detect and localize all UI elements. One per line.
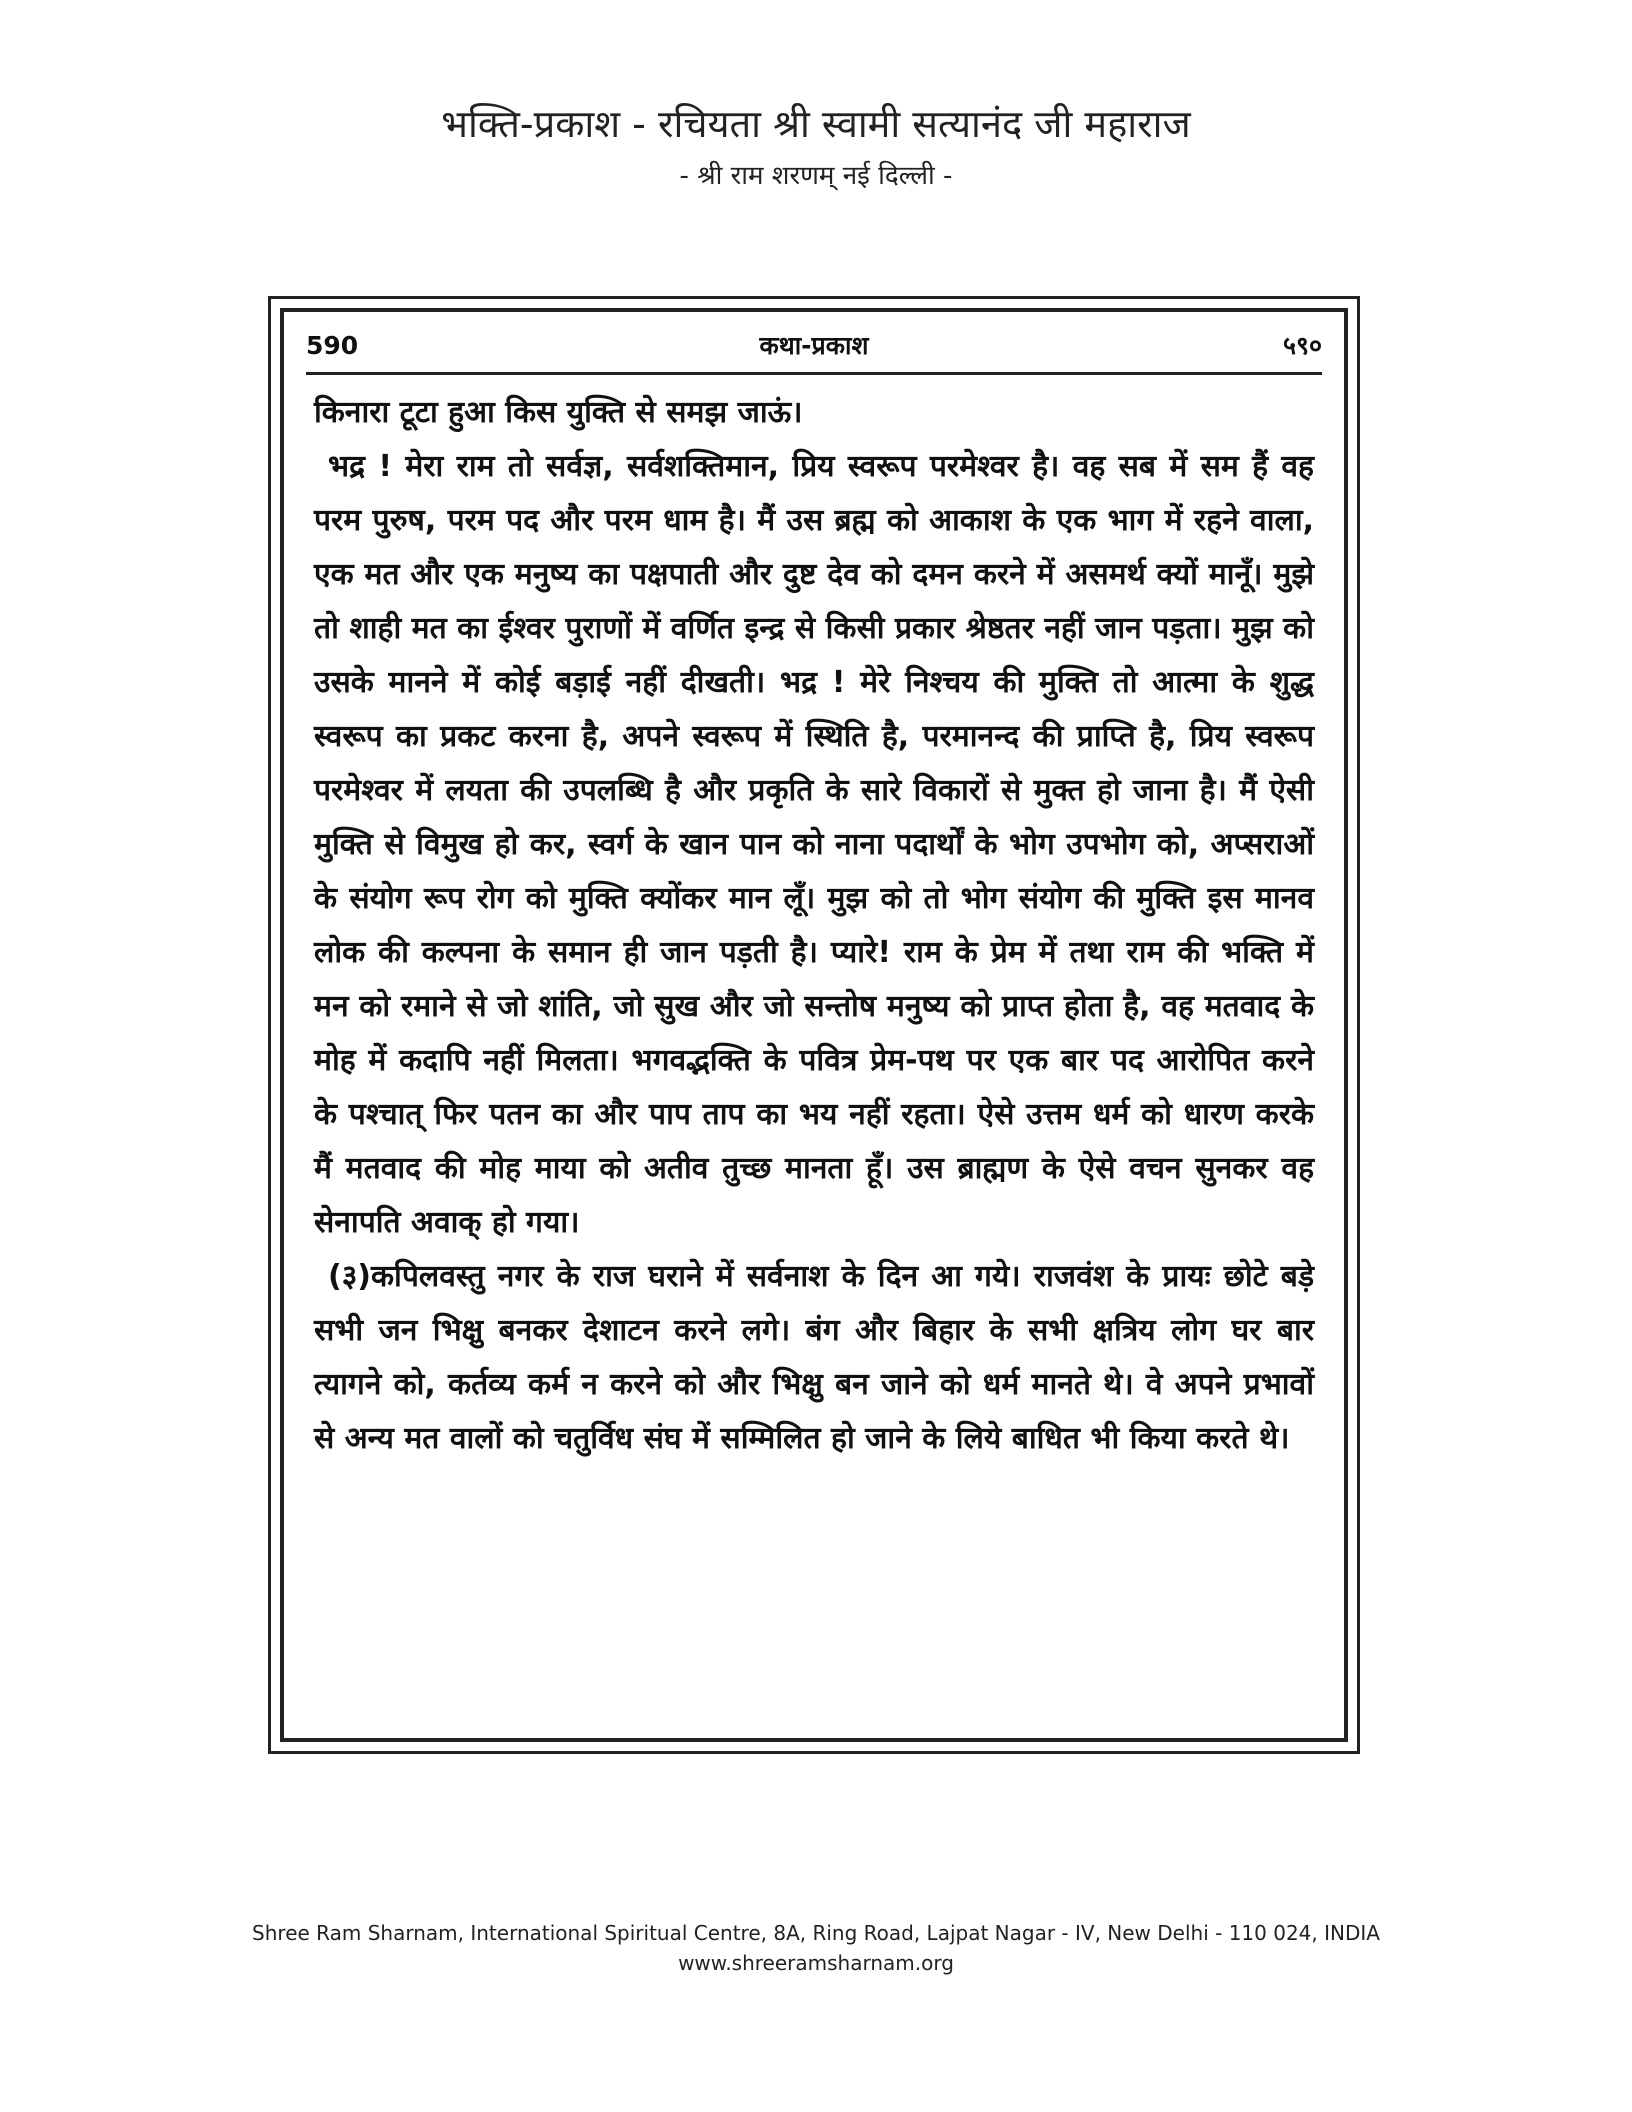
book-title: भक्ति-प्रकाश - रचियता श्री स्वामी सत्यानंद जी महाराज bbox=[441, 102, 1191, 146]
page-footer bbox=[0, 1918, 1632, 1978]
page-number-arabic: 590 bbox=[306, 331, 359, 360]
paragraph: (३)कपिलवस्तु नगर के राज घराने में सर्वनाश के दिन आ गये। राजवंश के प्रायः छोटे बड़े सभी जन भिक्षु बनकर देशाटन करने लगे। बंग और बिहार के सभी क्षत्रिय लोग घर बार त्यागने को, कर्तव्य कर्म न करने को और भिक्षु बन जाने को धर्म मानते थे। वे अपने प्रभावों से अन्य मत वालों को चतुर्विध संघ में सम्मिलित हो जाने के लिये बाधित भी किया करते थे। bbox=[314, 1259, 1314, 1456]
book-subtitle: - श्री राम शरणम् नई दिल्ली - bbox=[679, 161, 953, 191]
footer-website: www.shreeramsharnam.org bbox=[678, 1951, 954, 1975]
header-rule bbox=[306, 372, 1322, 375]
body-text bbox=[314, 386, 1314, 1466]
footer-address: Shree Ram Sharnam, International Spiritual Centre, 8A, Ring Road, Lajpat Nagar - IV, New Delhi - 110 024, INDIA bbox=[252, 1921, 1380, 1945]
paragraph: किनारा टूटा हुआ किस युक्ति से समझ जाऊं। bbox=[314, 395, 803, 430]
running-head bbox=[306, 326, 1322, 366]
page-header bbox=[0, 96, 1632, 196]
page-frame-inner bbox=[280, 308, 1348, 1742]
chapter-title: कथा-प्रकाश bbox=[759, 331, 869, 360]
page-frame-outer bbox=[268, 296, 1360, 1754]
paragraph: भद्र ! मेरा राम तो सर्वज्ञ, सर्वशक्तिमान, प्रिय स्वरूप परमेश्वर है। वह सब में सम हैं वह परम पुरुष, परम पद और परम धाम है। मैं उस ब्रह्म को आकाश के एक भाग में रहने वाला, एक मत और एक मनुष्य का पक्षपाती और दुष्ट देव को दमन करने में असमर्थ क्यों मानूँ। मुझे तो शाही मत का ईश्वर पुराणों में वर्णित इन्द्र से किसी प्रकार श्रेष्ठतर नहीं जान पड़ता। मुझ को उसके मानने में कोई बड़ाई नहीं दीखती। भद्र ! मेरे निश्चय की मुक्ति तो आत्मा के शुद्ध स्वरूप का प्रकट करना है, अपने स्वरूप में स्थिति है, परमानन्द की प्राप्ति है, प्रिय स्वरूप परमेश्वर में लयता की उपलब्धि है और प्रकृति के सारे विकारों से मुक्त हो जाना है। मैं ऐसी मुक्ति से विमुख हो कर, स्वर्ग के खान पान को नाना पदार्थों के भोग उपभोग को, अप्सराओं के संयोग रूप रोग को मुक्ति क्योंकर मान लूँ। मुझ को तो भोग संयोग की मुक्ति इस मानव लोक की कल्पना के समान ही जान पड़ती है। प्यारे! राम के प्रेम में तथा राम की भक्ति में मन को रमाने से जो शांति, जो सुख और जो सन्तोष मनुष्य को प्राप्त होता है, वह मतवाद के मोह में कदापि नहीं मिलता। भगवद्भक्ति के पवित्र प्रेम-पथ पर एक बार पद आरोपित करने के पश्चात् फिर पतन का और पाप ताप का भय नहीं रहता। ऐसे उत्तम धर्म को धारण करके मैं मतवाद की मोह माया को अतीव तुच्छ मानता हूँ। उस ब्राह्मण के ऐसे वचन सुनकर वह सेनापति अवाक् हो गया। bbox=[314, 449, 1314, 1240]
page-number-devanagari: ५९० bbox=[1282, 331, 1322, 360]
